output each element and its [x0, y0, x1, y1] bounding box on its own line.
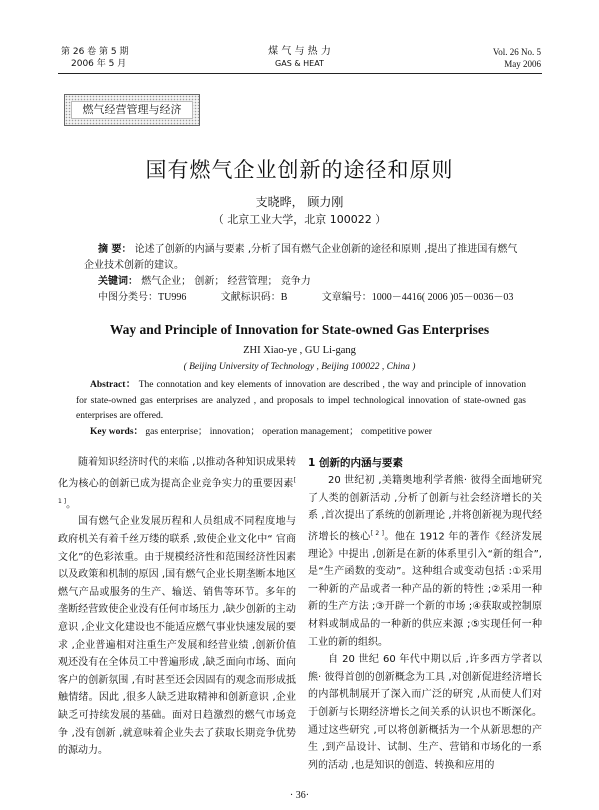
body-right-column — [308, 454, 542, 774]
header-date-cn: 2006 年 5 月 — [71, 59, 127, 69]
abstract-cn — [84, 242, 524, 306]
abstract-cn-text: 论述了创新的内涵与要素 ,分析了国有燃气企业创新的途径和原则 ,提出了推进国有燃气企业技术创新的建议。 — [84, 244, 518, 271]
body-left-column — [58, 454, 296, 760]
article-no-label: 文章编号： — [321, 292, 372, 303]
doc-code-label: 文献标识码： — [220, 292, 281, 303]
keywords-en-label: Key words： — [90, 426, 144, 437]
keywords-en: gas enterprise； innovation； operation management； competitive power — [145, 426, 432, 437]
header-volume-issue: 第 26 卷 第 5 期 — [61, 47, 129, 57]
keywords-cn: 燃气企业； 创新； 经营管理； 竞争力 — [141, 276, 311, 287]
abstract-en — [76, 378, 526, 440]
left-paragraph-1-end: 。 — [66, 498, 77, 510]
header-journal-en: GAS & HEAT — [275, 59, 324, 68]
affiliation-cn: （ 北京工业大学，北京 100022 ） — [212, 213, 387, 226]
keywords-en-line — [76, 425, 526, 441]
keywords-cn-line — [84, 274, 524, 290]
classification-line — [84, 290, 524, 306]
left-paragraph-1 — [58, 454, 296, 513]
keywords-cn-label: 关键词： — [98, 276, 138, 287]
abstract-en-body — [76, 378, 526, 425]
authors-cn: 支晓晔， 顾力刚 — [255, 195, 344, 209]
section-heading-1: 1 创新的内涵与要素 — [308, 457, 403, 469]
right-paragraph-1b: 。他在 1912 年的著作《经济发展理论》中提出 ,创新是在新的体系里引入“新的组合”,是“生产函数的变动”。这种组合或变动包括 :①采用一种新的产品或者一种产品的新的特性 ;②采用一种新的生产方法 ;③开辟一个新的市场 ;④获取或控制原材料或制成品的一种新的供应来源 ;⑤实现任何一种工业的新的组织。 — [308, 531, 543, 648]
header-volume-issue-en: Vol. 26 No. 5 — [492, 47, 541, 57]
clc-value: TU996 — [158, 292, 187, 303]
article-title-cn: 国有燃气企业创新的途径和原则 — [145, 158, 454, 182]
header-journal-cn: 煤 气 与 热 力 — [268, 46, 331, 57]
right-paragraph-1a: 20 世纪初 ,美籍奥地利学者熊· 彼得全面地研究了人类的创新活动 ,分析了创新与社会经济增长的关系 ,首次提出了系统的创新理论 ,并将创新视为现代经济增长的核心 — [308, 475, 542, 543]
clc-label: 中图分类号： — [98, 292, 158, 303]
abstract-cn-label: 摘 要： — [98, 244, 132, 255]
citation-ref-2: [ 2 ] — [370, 529, 384, 537]
doc-code-value: B — [280, 292, 288, 303]
section-label: 燃气经营管理与经济 — [71, 101, 193, 119]
right-paragraph-1 — [308, 472, 542, 651]
section-label-box — [64, 94, 200, 126]
abstract-en-label: Abstract： — [90, 380, 136, 390]
abstract-cn-body — [84, 242, 524, 274]
citation-ref-1: [ 1 ] — [58, 476, 296, 505]
header-date-en: May 2006 — [504, 59, 541, 69]
left-paragraph-1-text: 随着知识经济时代的来临 ,以推动各种知识成果转化为核心的创新已成为提高企业竞争实力的重要因素 — [58, 457, 296, 489]
authors-en: ZHI Xiao-ye , GU Li-gang — [243, 345, 356, 356]
header-rule — [58, 73, 542, 74]
article-title-en: Way and Principle of Innovation for State-owned Gas Enterprises — [109, 322, 490, 337]
page-number: · 36· — [289, 790, 310, 801]
right-paragraph-2: 自 20 世纪 60 年代中期以后 ,许多西方学者以熊· 彼得首创的创新概念为工具 ,对创新促进经济增长的内部机制展开了深入而广泛的研究 ,从而使人们对于创新与长期经济增长之间关系的认识也不断深化。通过这些研究 ,可以将创新概括为一个从新思想的产生 ,到产品设计、试制、生产、营销和市场化的一系列的活动 ,也是知识的创造、转换和应用的 — [308, 654, 542, 771]
affiliation-en: ( Beijing University of Technology , Beijing 100022 , China ) — [183, 362, 416, 372]
article-no-value: 1000－4416( 2006 )05－0036－03 — [371, 292, 514, 303]
abstract-en-text: The connotation and key elements of innovation are described , the way and principle of innovation for state-owned gas enterprises are analyzed , and proposals to impel technological innovation of state-owned gas enterprises are offered. — [76, 380, 526, 421]
header-volume-en — [493, 46, 541, 70]
left-paragraph-2: 国有燃气企业发展历程和人员组成不同程度地与政府机关有着千丝万缕的联系 ,致使企业文化中“ 官商文化”的色彩浓重。由于规模经济性和范围经济性因素以及政策和机制的原因 ,国有燃气企业长期垄断本地区燃气产品或服务的生产、输送、销售等环节。多年的垄断经营致使企业没有任何市场压力 ,缺少创新的主动意识 ,企业文化建设也不能适应燃气事业快速发展的要求 ,企业普遍相对注重生产发展和经营业绩 ,创新价值观还没有在全体员工中普遍形成 ,缺乏面向市场、面向客户的创新氛围 ,有时甚至还会因固有的观念而形成抵触情绪。因此 ,很多人缺乏进取精神和创新意识 ,企业缺乏可持续发展的基础。面对日趋激烈的燃气市场竞争 ,没有创新 ,就意味着企业失去了获取长期竞争优势的源动力。 — [58, 516, 296, 757]
